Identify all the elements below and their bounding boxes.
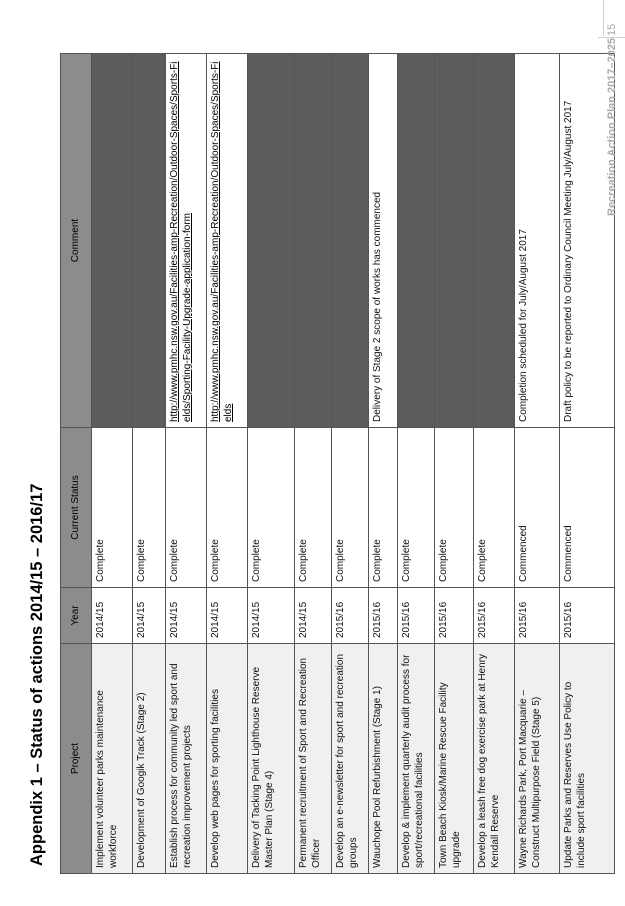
comment-cell [92, 54, 133, 428]
column-header-project: Project [61, 644, 92, 874]
year-cell: 2014/15 [207, 588, 248, 644]
table-row [295, 54, 332, 874]
status-cell: Complete [295, 428, 332, 588]
year-cell: 2014/15 [248, 588, 295, 644]
footer-rule [603, 0, 604, 36]
project-cell: Develop & implement quarterly audit process for sport/recreational facilities [398, 644, 435, 874]
status-cell: Commenced [560, 428, 615, 588]
table-row [369, 54, 398, 874]
table-row [207, 54, 248, 874]
project-cell: Development of Googik Track (Stage 2) [133, 644, 166, 874]
status-cell: Complete [92, 428, 133, 588]
table-row [474, 54, 515, 874]
status-cell: Complete [435, 428, 474, 588]
status-cell: Complete [474, 428, 515, 588]
table-row [166, 54, 207, 874]
table-header-row [61, 54, 92, 874]
project-cell: Establish process for community led sport and recreation improvement projects [166, 644, 207, 874]
status-cell: Commenced [515, 428, 560, 588]
project-cell: Develop an e-newsletter for sport and recreation groups [332, 644, 369, 874]
comment-cell [207, 54, 248, 428]
status-cell: Complete [398, 428, 435, 588]
project-cell: Develop a leash free dog exercise park at Henry Kendall Reserve [474, 644, 515, 874]
actions-status-table [60, 53, 615, 874]
year-cell: 2015/16 [560, 588, 615, 644]
year-cell: 2015/16 [369, 588, 398, 644]
table-row [332, 54, 369, 874]
year-cell: 2014/15 [133, 588, 166, 644]
comment-cell [248, 54, 295, 428]
comment-cell [166, 54, 207, 428]
project-cell: Delivery of Tacking Point Lighthouse Reserve Master Plan (Stage 4) [248, 644, 295, 874]
column-header-status: Current Status [61, 428, 92, 588]
year-cell: 2015/16 [474, 588, 515, 644]
comment-cell: Completion scheduled for July/August 2017 [515, 54, 560, 428]
project-cell: Implement volunteer parks maintenance workforce [92, 644, 133, 874]
table-row [515, 54, 560, 874]
project-cell: Wauchope Pool Refurbishment (Stage 1) [369, 644, 398, 874]
comment-cell [133, 54, 166, 428]
column-header-comment: Comment [61, 54, 92, 428]
page-number: 15 [606, 23, 618, 36]
sports-fields-link[interactable]: http://www.pmhc.nsw.gov.au/Facilities-amp-Recreation/Outdoor-Spaces/Sports-Fields [210, 61, 234, 422]
page-title: Appendix 1 – Status of actions 2014/15 – 2016/17 [28, 483, 46, 866]
footer-doc-title: Recreation Action Plan 2017–2025 [606, 37, 618, 216]
comment-cell [474, 54, 515, 428]
table-row [248, 54, 295, 874]
year-cell: 2015/16 [435, 588, 474, 644]
year-cell: 2014/15 [166, 588, 207, 644]
year-cell: 2015/16 [398, 588, 435, 644]
comment-cell: Delivery of Stage 2 scope of works has commenced [369, 54, 398, 428]
table-row [133, 54, 166, 874]
table-row [435, 54, 474, 874]
status-cell: Complete [248, 428, 295, 588]
status-cell: Complete [332, 428, 369, 588]
table-row [92, 54, 133, 874]
comment-cell [332, 54, 369, 428]
status-cell: Complete [207, 428, 248, 588]
status-cell: Complete [369, 428, 398, 588]
comment-cell [435, 54, 474, 428]
footer-divider [598, 37, 625, 38]
year-cell: 2014/15 [92, 588, 133, 644]
status-cell: Complete [166, 428, 207, 588]
year-cell: 2015/16 [332, 588, 369, 644]
table-row [398, 54, 435, 874]
year-cell: 2015/16 [515, 588, 560, 644]
project-cell: Town Beach Kiosk/Marine Rescue Facility upgrade [435, 644, 474, 874]
comment-cell [295, 54, 332, 428]
project-cell: Permanent recruitment of Sport and Recreation Officer [295, 644, 332, 874]
year-cell: 2014/15 [295, 588, 332, 644]
project-cell: Develop web pages for sporting facilities [207, 644, 248, 874]
project-cell: Wayne Richards Park, Port Macquarie – Construct Multipurpose Field (Stage 5) [515, 644, 560, 874]
comment-cell [398, 54, 435, 428]
project-cell: Update Parks and Reserves Use Policy to include sport facilities [560, 644, 615, 874]
sporting-facility-upgrade-link[interactable]: http://www.pmhc.nsw.gov.au/Facilities-amp-Recreation/Outdoor-Spaces/Sports-Fields/Sporting-Facility-Upgrade-application-form [169, 61, 193, 422]
column-header-year: Year [61, 588, 92, 644]
status-cell: Complete [133, 428, 166, 588]
comment-cell: Draft policy to be reported to Ordinary Council Meeting July/August 2017 [560, 54, 615, 428]
